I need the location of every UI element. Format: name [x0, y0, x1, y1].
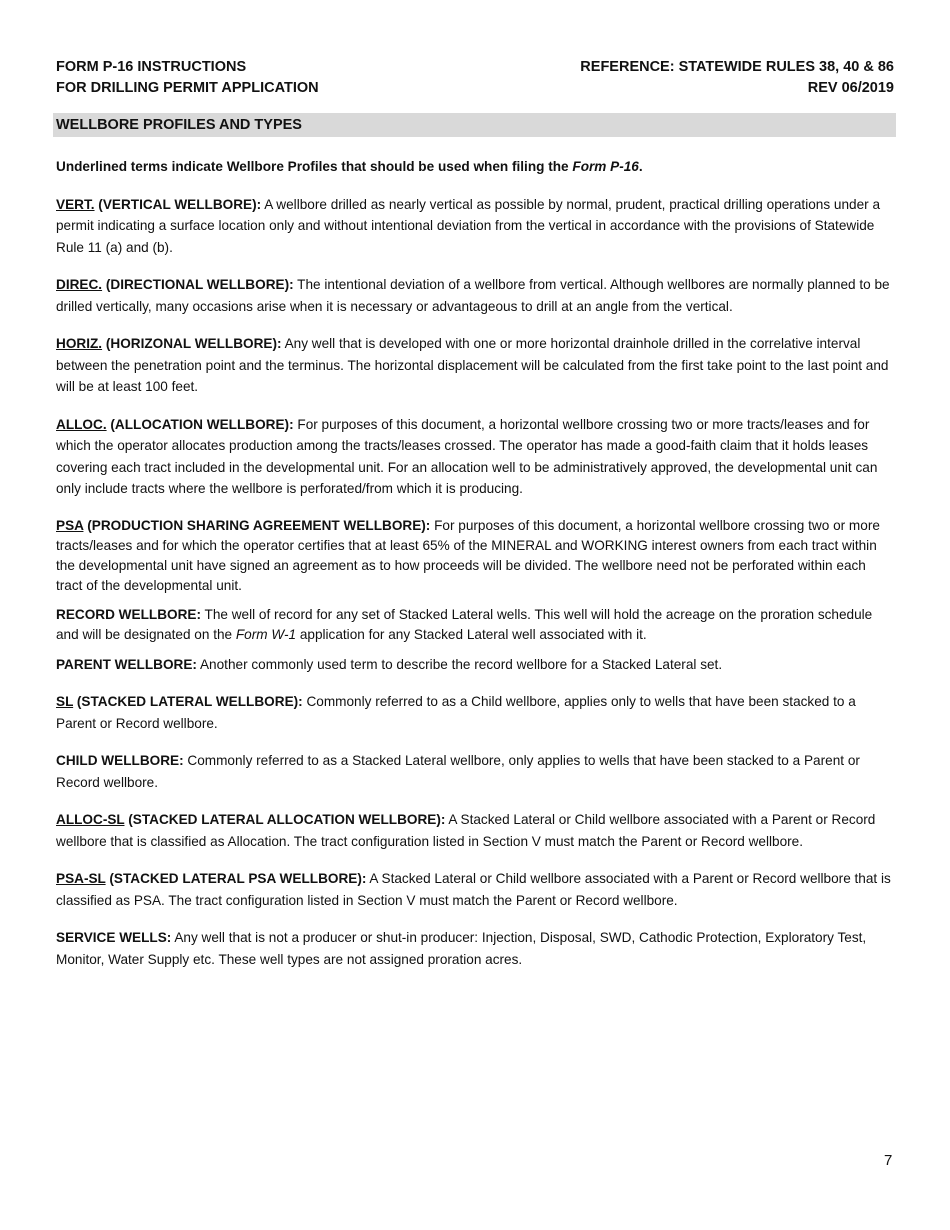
- definition-vert: [56, 194, 894, 259]
- term-text: A Stacked Lateral or Child wellbore associated with a Parent or Record wellbore that is classified as Allocation. The tract configuration listed in Section V must match the Parent or Record wellbore.: [56, 812, 876, 849]
- definition-child: [56, 750, 894, 793]
- term-text: A Stacked Lateral or Child wellbore associated with a Parent or Record wellbore that is classified as PSA. The tract configuration listed in Section V must match the Parent or Record wellbore.: [56, 871, 891, 908]
- term-text: For purposes of this document, a horizontal wellbore crossing two or more tracts/leases and for which the operator allocates production among the tracts/leases crossed. The operator has made a good-faith claim that it holds leases covering each tract included in the developmental unit. For an allocation well to be administratively approved, the developmental unit can only include tracts where the wellbore is perforated/from which it is producing.: [56, 416, 878, 496]
- term-full: (PRODUCTION SHARING AGREEMENT WELLBORE):: [83, 517, 431, 533]
- page-number: 7: [884, 1152, 893, 1169]
- term-abbr: PSA: [56, 517, 84, 533]
- term-text: Any well that is not a producer or shut-in producer: Injection, Disposal, SWD, Cathodic Protection, Exploratory Test, Monitor, Water Supply etc. These well types are not assigned proration acres.: [56, 930, 867, 967]
- term-text: The well of record for any set of Stacked Lateral wells. This well will hold the acreage on the proration schedule and will be designated on the: [56, 606, 873, 642]
- term-abbr: VERT.: [56, 196, 95, 212]
- definition-service: [56, 927, 894, 970]
- term-full: (VERTICAL WELLBORE):: [94, 196, 262, 212]
- term-name: SERVICE WELLS:: [56, 930, 172, 945]
- header-right: [580, 57, 894, 99]
- term-abbr: HORIZ.: [56, 336, 103, 351]
- definition-record: [56, 605, 894, 645]
- term-text: A wellbore drilled as nearly vertical as possible by normal, prudent, practical drilling operations under a permit indicating a surface location only and without intentional deviation from the vertical in accordance with the provisions of Statewide Rule 11 (a) and (b).: [56, 196, 881, 255]
- definition-sl: [56, 691, 894, 734]
- term-name: RECORD WELLBORE:: [56, 606, 201, 622]
- term-full: (STACKED LATERAL ALLOCATION WELLBORE):: [124, 812, 446, 827]
- definition-psa-sl: [56, 868, 894, 911]
- intro-form-name: Form P-16: [572, 159, 639, 174]
- intro-end: .: [638, 159, 643, 174]
- form-subtitle: FOR DRILLING PERMIT APPLICATION: [56, 80, 319, 96]
- definition-horiz: [56, 333, 894, 398]
- definition-direc: [56, 274, 894, 317]
- term-text: Commonly referred to as a Child wellbore, applies only to wells that have been stacked to a Parent or Record wellbore.: [56, 694, 856, 731]
- term-form-name: Form W-1: [235, 626, 297, 642]
- definition-alloc: [56, 414, 894, 500]
- term-abbr: SL: [56, 694, 74, 709]
- form-title: FORM P-16 INSTRUCTIONS: [56, 59, 247, 75]
- intro-text: Underlined terms indicate Wellbore Profiles that should be used when filing the: [56, 159, 573, 174]
- section-title: WELLBORE PROFILES AND TYPES: [53, 113, 896, 137]
- term-text-end: application for any Stacked Lateral well associated with it.: [296, 626, 647, 642]
- term-text: Another commonly used term to describe the record wellbore for a Stacked Lateral set.: [196, 656, 723, 672]
- definitions-body: [56, 156, 894, 986]
- reference-rules: REFERENCE: STATEWIDE RULES 38, 40 & 86: [580, 59, 894, 75]
- definition-alloc-sl: [56, 809, 894, 852]
- term-full: (ALLOCATION WELLBORE):: [106, 416, 294, 432]
- term-abbr: ALLOC.: [56, 416, 107, 432]
- term-full: (STACKED LATERAL WELLBORE):: [73, 694, 303, 709]
- term-abbr: DIREC.: [56, 277, 103, 292]
- term-abbr: PSA-SL: [56, 871, 106, 886]
- term-text: Commonly referred to as a Stacked Lateral wellbore, only applies to wells that have been stacked to a Parent or Record wellbore.: [56, 753, 860, 790]
- term-full: (STACKED LATERAL PSA WELLBORE):: [105, 871, 367, 886]
- term-full: (HORIZONAL WELLBORE):: [102, 336, 282, 351]
- term-text: Any well that is developed with one or more horizontal drainhole drilled in the correlative interval between the penetration point and the terminus. The horizontal displacement will be calculated from the first take point to the last point and will be at least 100 feet.: [56, 336, 889, 394]
- term-name: PARENT WELLBORE:: [56, 656, 197, 672]
- header-left: [56, 57, 319, 99]
- definition-parent: [56, 654, 894, 676]
- term-text: The intentional deviation of a wellbore from vertical. Although wellbores are normally planned to be drilled vertically, many occasions arise when it is necessary or advantageous to drill at an angle from the vertical.: [56, 277, 890, 314]
- definition-psa: [56, 516, 894, 596]
- intro-note: [56, 156, 894, 178]
- term-full: (DIRECTIONAL WELLBORE):: [102, 277, 294, 292]
- term-text: For purposes of this document, a horizontal wellbore crossing two or more tracts/leases and for which the operator certifies that at least 65% of the MINERAL and WORKING interest owners from each tract within the developmental unit have signed an agreement as to how proceeds will be divided. The wellbore need not be perforated within each tract of the developmental unit.: [56, 517, 880, 593]
- term-name: CHILD WELLBORE:: [56, 753, 184, 768]
- revision-date: REV 06/2019: [807, 80, 894, 96]
- term-abbr: ALLOC-SL: [56, 812, 125, 827]
